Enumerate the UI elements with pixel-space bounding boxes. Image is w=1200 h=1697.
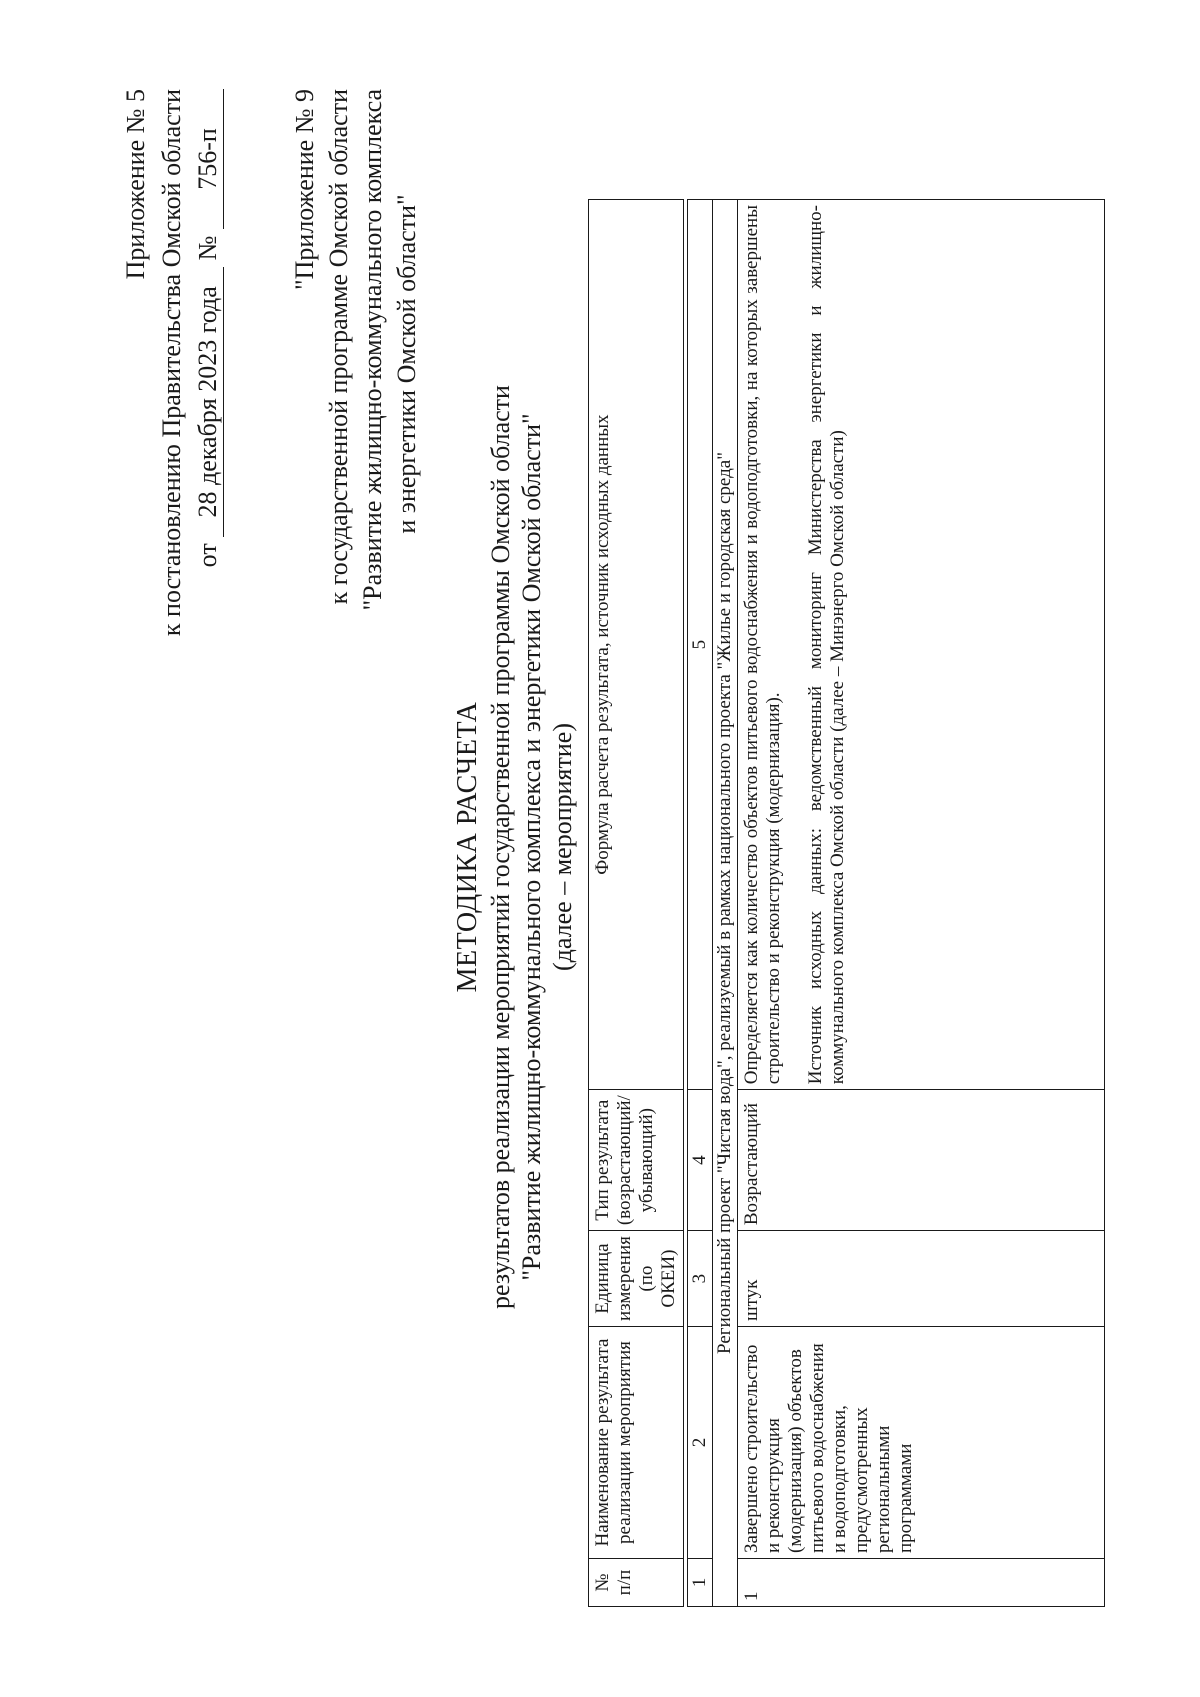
number-label: № [193, 235, 222, 261]
appendix-9-header [288, 89, 424, 639]
appendix-9-program-name-2: и энергетики Омской области" [392, 194, 421, 534]
row-data-source: Источник исходных данных: ведомственный мониторинг Министерства энергетики и жилищно-коммунального комплекса Омской области (далее – Минэнерго Омской области) [805, 205, 848, 1085]
row-formula: Определяется как количество объектов питьевого водоснабжения и водоподготовки, на которых завершены строительство и реконструкция (модернизация). [741, 205, 784, 1085]
row-result-name: Завершено строительство и реконструкция (модернизация) объектов питьевого водоснабжения и водоподготовки, предусмотренных региональными программами [738, 1327, 1105, 1559]
appendix-5-title: Приложение № 5 [121, 89, 150, 280]
appendix-5-resolution-line: к постановлению Правительства Омской области [157, 89, 186, 637]
document-subtitle-1: результатов реализации мероприятий государственной программы Омской области [486, 385, 515, 1309]
from-label: от [193, 543, 222, 568]
resolution-number: 756-п [193, 89, 224, 229]
header-formula: Формула расчета результата, источник исходных данных [589, 200, 684, 1090]
header-unit: Единица измерения (по ОКЕИ) [589, 1231, 684, 1327]
row-formula-cell [738, 200, 1105, 1090]
document-subtitle-3: (далее – мероприятие) [548, 723, 577, 971]
section-title: Региональный проект "Чистая вода", реализуемый в рамках национального проекта "Жилье и городская среда" [713, 200, 738, 1607]
document-subtitle-2: "Развитие жилищно-коммунального комплекса и энергетики Омской области" [517, 413, 546, 1281]
methodology-table [588, 199, 1105, 1607]
column-numbers-row [688, 200, 713, 1607]
document-heading: МЕТОДИКА РАСЧЕТА [452, 701, 483, 993]
column-number-3: 3 [688, 1231, 713, 1327]
column-number-2: 2 [688, 1327, 713, 1559]
appendix-5-header [118, 89, 226, 689]
column-number-4: 4 [688, 1090, 713, 1231]
column-number-1: 1 [688, 1559, 713, 1607]
row-result-type: Возрастающий [738, 1090, 1105, 1231]
column-number-5: 5 [688, 200, 713, 1090]
header-result-type: Тип результата (возрастающий/ убывающий) [589, 1090, 684, 1231]
section-row [713, 200, 738, 1607]
row-unit: штук [738, 1231, 1105, 1327]
table-header-row [589, 200, 684, 1607]
row-number: 1 [738, 1559, 1105, 1607]
header-number: № п/п [589, 1559, 684, 1607]
table-row [738, 200, 1105, 1607]
appendix-9-title: "Приложение № 9 [290, 89, 319, 290]
appendix-5-date-line [190, 89, 226, 689]
appendix-9-program-line: к государственной программе Омской области [324, 89, 353, 605]
document-title-block [452, 297, 578, 1397]
resolution-date: 28 декабря 2023 года [193, 267, 224, 537]
header-result-name: Наименование результата реализации мероприятия [589, 1327, 684, 1559]
appendix-9-program-name-1: "Развитие жилищно-коммунального комплекса [358, 89, 387, 611]
